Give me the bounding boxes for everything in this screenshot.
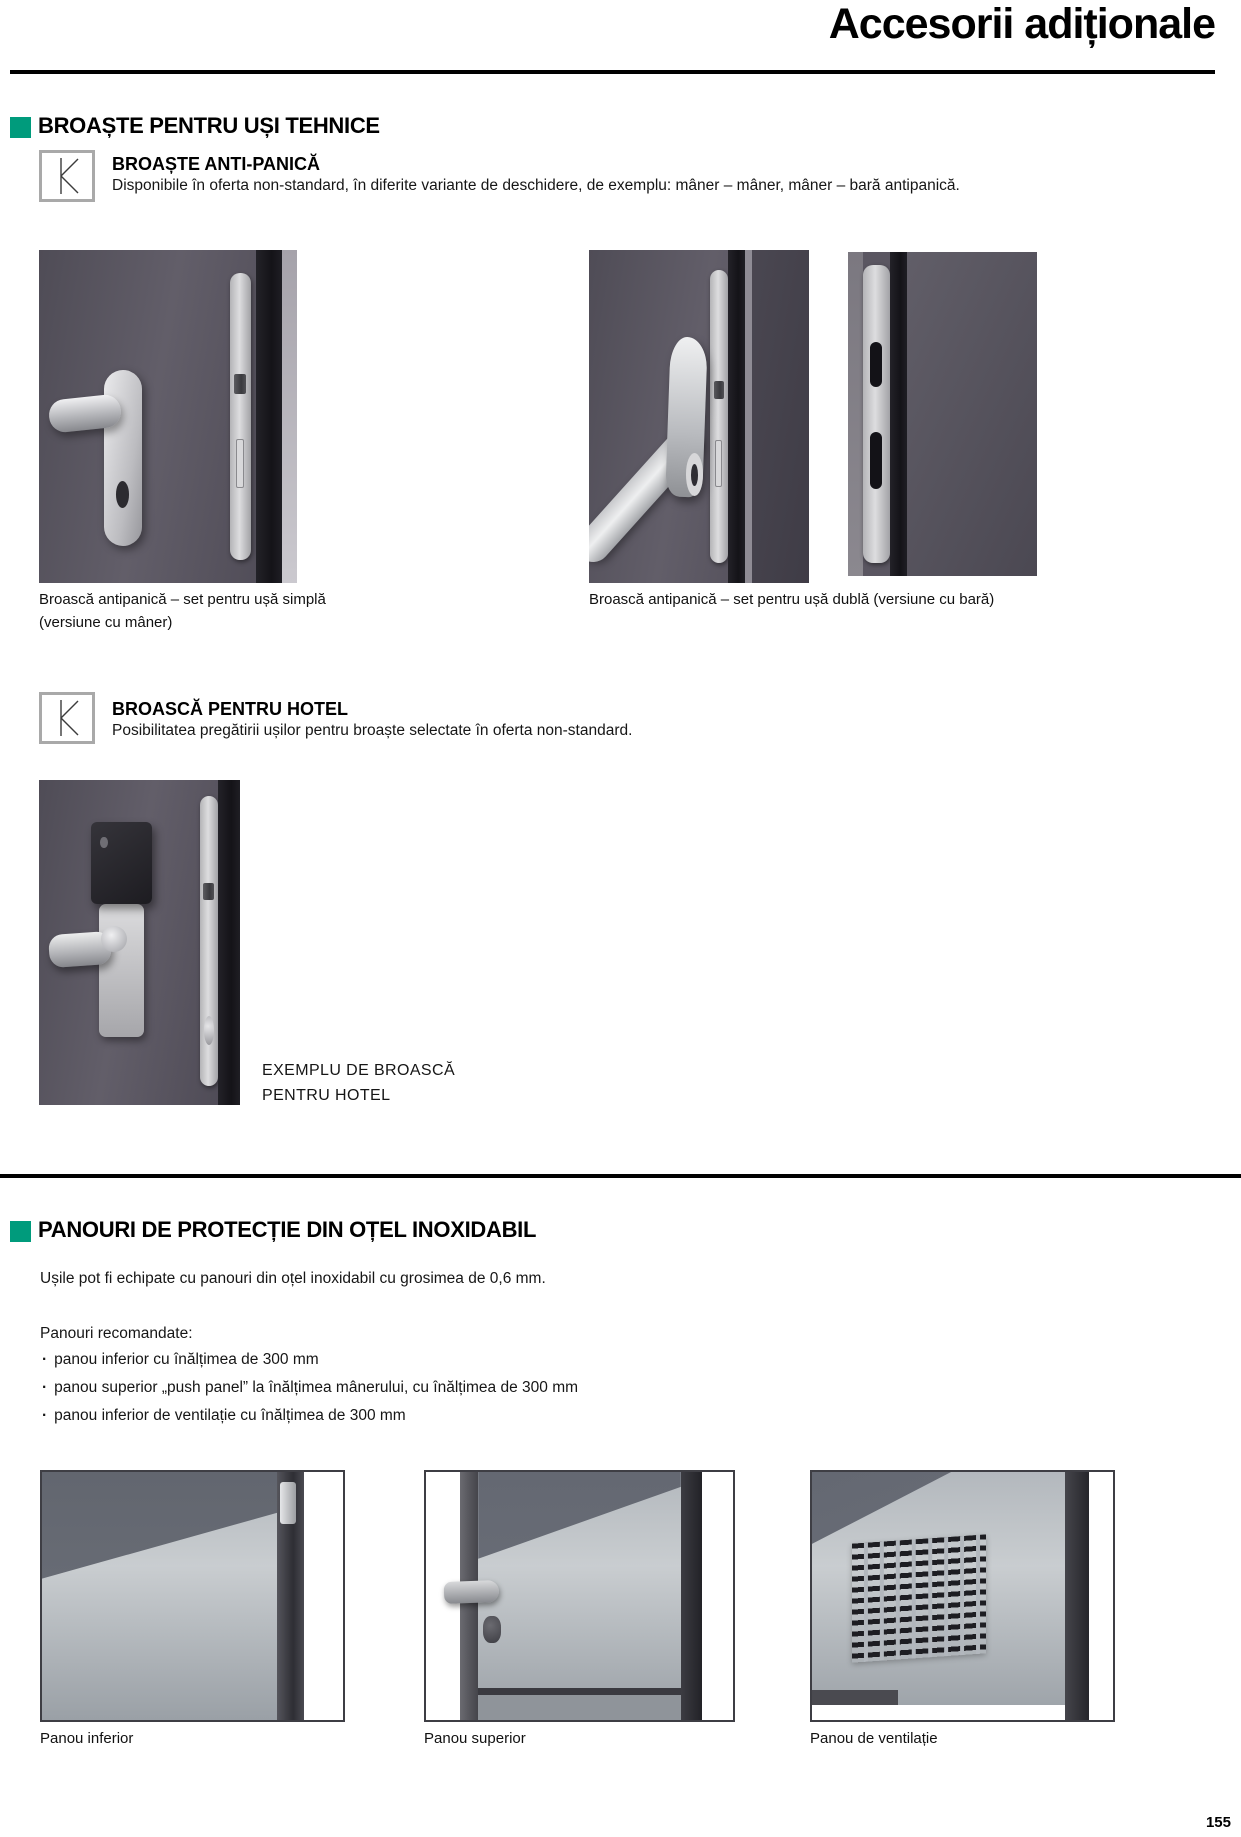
latch-bolt (234, 374, 246, 394)
door-edge (728, 250, 746, 583)
background-band (304, 1472, 343, 1720)
caption-line: Broască antipanică – set pentru ușă simplă (39, 591, 326, 608)
locks-section-heading: BROAȘTE PENTRU UȘI TEHNICE (38, 113, 380, 138)
bullet-dot: · (42, 1351, 48, 1368)
background-band (1089, 1472, 1113, 1720)
photo-antipanic-single-door (39, 250, 297, 583)
frame-edge (848, 252, 863, 576)
door-leaf-icon (49, 155, 85, 197)
photo-hotel-lock (39, 780, 240, 1105)
lock-cylinder (483, 1616, 501, 1643)
green-square-bullet (10, 1221, 31, 1242)
door-edge (277, 1472, 304, 1720)
reader-led (100, 837, 107, 848)
bullet-text: panou superior „push panel” la înălțimea mânerului, cu înălțimea de 300 mm (54, 1379, 579, 1396)
background-band (702, 1472, 733, 1720)
hotel-title: BROASCĂ PENTRU HOTEL (112, 699, 349, 719)
door-surface (907, 252, 1037, 576)
caption-upper-panel: Panou superior (424, 1730, 526, 1747)
bullet-dot: · (42, 1379, 48, 1396)
door-edge (890, 252, 907, 576)
antipanic-title: BROAȘTE ANTI-PANICĂ (112, 154, 320, 174)
caption-antipanic-single (39, 588, 326, 634)
lock-escutcheon-plate (99, 904, 143, 1037)
floor-band (812, 1705, 1065, 1720)
page-number: 155 (1205, 1814, 1231, 1831)
photo-antipanic-strike-plate (848, 252, 1037, 576)
latch-bolt (714, 381, 725, 399)
bullet-item (42, 1379, 578, 1397)
hotel-icon-box (39, 692, 95, 744)
deadbolt-slot (236, 439, 244, 488)
door-handle-lever (444, 1580, 500, 1604)
second-door-leaf (752, 250, 809, 583)
hotel-description: Posibilitatea pregătirii ușilor pentru broaște selectate în oferta non-standard. (112, 722, 633, 739)
photo-upper-panel (424, 1470, 735, 1722)
steel-panel (812, 1472, 1065, 1720)
keyhole (116, 481, 129, 507)
faceplate-knob (204, 1016, 214, 1045)
lock-faceplate (230, 273, 251, 559)
door-edge (1065, 1472, 1089, 1720)
caption-antipanic-double: Broască antipanică – set pentru ușă dublă (versiune cu bară) (589, 591, 995, 608)
green-square-bullet (10, 117, 31, 138)
photo-ventilation-panel (810, 1470, 1115, 1722)
upper-door-area (478, 1472, 681, 1720)
panels-intro: Ușile pot fi echipate cu panouri din oțel inoxidabil cu grosimea de 0,6 mm. (40, 1270, 546, 1287)
deadbolt-slot (870, 432, 882, 489)
caption-ventilation-panel: Panou de ventilație (810, 1730, 938, 1747)
photo-antipanic-double-door (589, 250, 809, 583)
bullet-text: panou inferior cu înălțimea de 300 mm (54, 1351, 319, 1368)
panel-bottom-edge (478, 1688, 681, 1695)
door-edge-right (681, 1472, 702, 1720)
steel-panel (478, 1472, 681, 1720)
bullet-item (42, 1407, 578, 1425)
title-divider-line (10, 70, 1215, 74)
lock-faceplate (200, 796, 218, 1085)
card-reader-unit (91, 822, 151, 903)
bullet-dot: · (42, 1407, 48, 1424)
panels-recommended-title: Panouri recomandate: (40, 1325, 193, 1342)
lower-door-area (478, 1695, 681, 1720)
panels-section-heading: PANOURI DE PROTECȚIE DIN OȚEL INOXIDABIL (38, 1217, 537, 1242)
panels-bullet-list (42, 1351, 578, 1435)
bullet-text: panou inferior de ventilație cu înălțimea de 300 mm (54, 1407, 406, 1424)
hotel-example-caption (262, 1058, 455, 1108)
latch-slot (870, 342, 882, 387)
deadbolt-slot (715, 440, 722, 487)
keyhole (691, 464, 698, 486)
section-divider-line (0, 1174, 1241, 1178)
door-edge (256, 250, 282, 583)
caption-line: (versiune cu mâner) (39, 614, 173, 631)
door-edge (218, 780, 240, 1105)
caption-line: EXEMPLU DE BROASCĂ (262, 1062, 456, 1079)
antipanic-description: Disponibile în oferta non-standard, în diferite variante de deschidere, de exemplu: mâner – mâner, mâner – bară antipanică. (112, 177, 960, 194)
background-gap (282, 250, 297, 583)
lock-faceplate (710, 270, 728, 563)
page-title: Accesorii adiționale (828, 0, 1215, 48)
latch-bolt (203, 883, 214, 900)
photo-lower-panel (40, 1470, 345, 1722)
bullet-item (42, 1351, 578, 1369)
caption-line: PENTRU HOTEL (262, 1087, 391, 1104)
strike-plate (863, 265, 889, 563)
door-leaf-icon (49, 697, 85, 739)
antipanic-icon-box (39, 150, 95, 202)
threshold-bar (812, 1690, 898, 1705)
caption-lower-panel: Panou inferior (40, 1730, 134, 1747)
hinge (280, 1482, 296, 1524)
ventilation-grille (852, 1534, 986, 1662)
door-gap (745, 250, 752, 583)
